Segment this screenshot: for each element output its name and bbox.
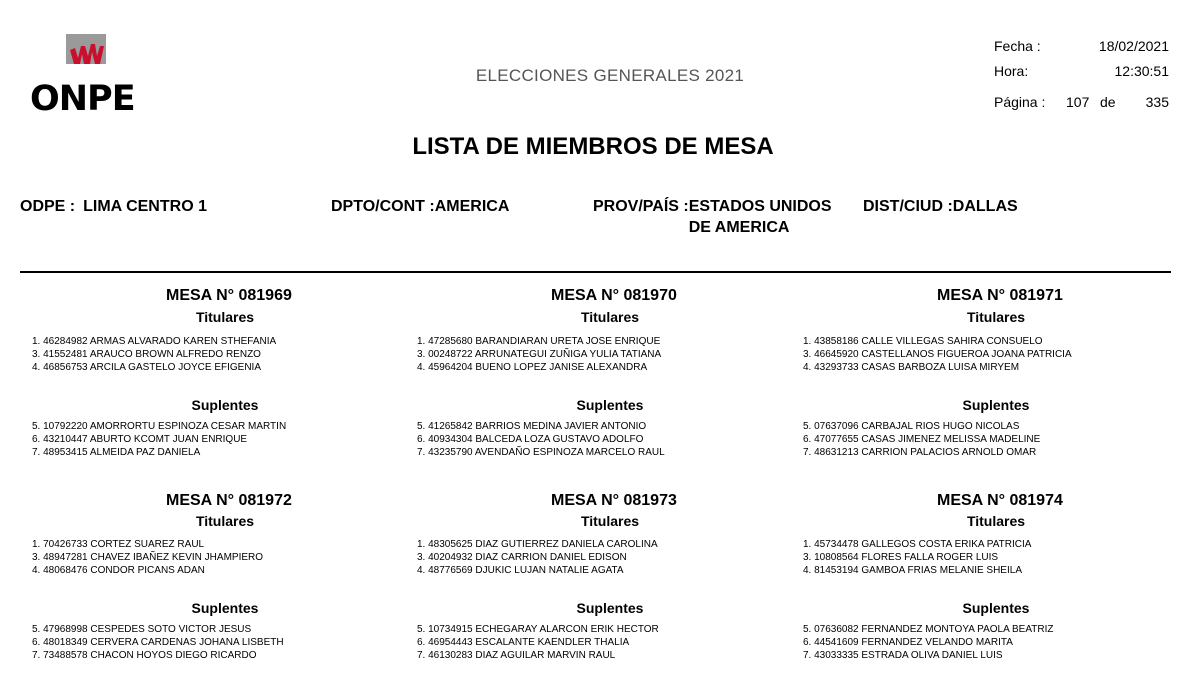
onpe-logo: [30, 34, 150, 118]
hora-row: [994, 63, 1169, 88]
list-item: 1. 47285680 BARANDIARAN URETA JOSE ENRIQUE: [417, 336, 661, 347]
dist-value: DALLAS: [952, 198, 1018, 215]
list-item: 3. 41552481 ARAUCO BROWN ALFREDO RENZO: [32, 349, 261, 360]
list-item: 4. 46856753 ARCILA GASTELO JOYCE EFIGENIA: [32, 362, 261, 373]
list-item: 3. 40204932 DIAZ CARRION DANIEL EDISON: [417, 552, 627, 563]
mesa-title: MESA N° 081973: [551, 492, 677, 509]
list-item: 3. 00248722 ARRUNATEGUI ZUÑIGA YULIA TATIANA: [417, 349, 662, 360]
odpe-value: LIMA CENTRO 1: [83, 198, 207, 215]
list-item: 7. 43235790 AVENDAÑO ESPINOZA MARCELO RAUL: [417, 447, 665, 458]
suplentes-list: [803, 623, 1053, 662]
suplentes-heading: Suplentes: [191, 397, 259, 413]
list-item: 6. 43210447 ABURTO KCOMT JUAN ENRIQUE: [32, 434, 248, 445]
pagina-total: 335: [1145, 94, 1169, 110]
titulares-list: [803, 538, 1031, 577]
titulares-list: [32, 538, 263, 577]
list-item: 7. 48953415 ALMEIDA PAZ DANIELA: [32, 447, 201, 458]
titulares-list: [417, 335, 661, 374]
titulares-heading: Titulares: [580, 513, 640, 529]
titulares-heading: Titulares: [195, 309, 255, 325]
list-item: 5. 47968998 CESPEDES SOTO VICTOR JESUS: [32, 624, 252, 635]
suplentes-heading: Suplentes: [962, 397, 1030, 413]
mesa-title: MESA N° 081974: [937, 492, 1063, 509]
prov-label: PROV/PAÍS :: [593, 198, 689, 215]
mesa-title: MESA N° 081971: [937, 287, 1063, 304]
hora-value: 12:30:51: [1114, 63, 1169, 79]
odpe-field: [20, 196, 207, 217]
list-item: 6. 44541609 FERNANDEZ VELANDO MARITA: [803, 637, 1013, 648]
suplentes-heading: Suplentes: [576, 397, 644, 413]
list-item: 7. 48631213 CARRION PALACIOS ARNOLD OMAR: [803, 447, 1037, 458]
list-item: 1. 48305625 DIAZ GUTIERREZ DANIELA CAROLINA: [417, 539, 658, 550]
list-item: 3. 48947281 CHAVEZ IBAÑEZ KEVIN JHAMPIERO: [32, 552, 264, 563]
list-item: 3. 10808564 FLORES FALLA ROGER LUIS: [803, 552, 999, 563]
dpto-label: DPTO/CONT :: [331, 198, 435, 215]
dpto-value: AMERICA: [434, 198, 510, 215]
titulares-list: [32, 335, 276, 374]
ballot-hand-icon: [64, 34, 110, 82]
suplentes-list: [32, 420, 286, 459]
list-item: 4. 48068476 CONDOR PICANS ADAN: [32, 565, 205, 576]
page-title: LISTA DE MIEMBROS DE MESA: [412, 133, 774, 160]
mesa-title: MESA N° 081969: [166, 287, 292, 304]
fecha-label: Fecha :: [994, 38, 1041, 54]
list-item: 3. 46645920 CASTELLANOS FIGUEROA JOANA PATRICIA: [803, 349, 1072, 360]
list-item: 5. 41265842 BARRIOS MEDINA JAVIER ANTONIO: [417, 421, 647, 432]
titulares-heading: Titulares: [580, 309, 640, 325]
list-item: 1. 45734478 GALLEGOS COSTA ERIKA PATRICIA: [803, 539, 1032, 550]
list-item: 4. 81453194 GAMBOA FRIAS MELANIE SHEILA: [803, 565, 1022, 576]
pagina-label: Página :: [994, 94, 1046, 110]
list-item: 4. 45964204 BUENO LOPEZ JANISE ALEXANDRA: [417, 362, 648, 373]
list-item: 4. 43293733 CASAS BARBOZA LUISA MIRYEM: [803, 362, 1020, 373]
document-meta: [994, 38, 1169, 119]
header-divider: [20, 271, 1171, 273]
prov-field: [593, 196, 849, 238]
list-item: 5. 07637096 CARBAJAL RIOS HUGO NICOLAS: [803, 421, 1020, 432]
list-item: 4. 48776569 DJUKIC LUJAN NATALIE AGATA: [417, 565, 624, 576]
list-item: 6. 46954443 ESCALANTE KAENDLER THALIA: [417, 637, 630, 648]
suplentes-heading: Suplentes: [962, 600, 1030, 616]
list-item: 7. 43033335 ESTRADA OLIVA DANIEL LUIS: [803, 650, 1003, 661]
dpto-field: [331, 196, 509, 217]
pagina-current: 107: [1066, 94, 1090, 110]
fecha-value: 18/02/2021: [1098, 38, 1169, 54]
list-item: 7. 73488578 CHACON HOYOS DIEGO RICARDO: [32, 650, 257, 661]
election-title: ELECCIONES GENERALES 2021: [475, 66, 745, 85]
titulares-list: [417, 538, 658, 577]
prov-value: ESTADOS UNIDOS DE AMERICA: [688, 198, 832, 236]
titulares-heading: Titulares: [966, 309, 1026, 325]
list-item: 1. 46284982 ARMAS ALVARADO KAREN STHEFANIA: [32, 336, 277, 347]
list-item: 1. 43858186 CALLE VILLEGAS SAHIRA CONSUELO: [803, 336, 1043, 347]
logo-text: ONPE: [30, 79, 135, 119]
suplentes-heading: Suplentes: [576, 600, 644, 616]
dist-label: DIST/CIUD :: [863, 198, 953, 215]
titulares-list: [803, 335, 1072, 374]
list-item: 6. 47077655 CASAS JIMENEZ MELISSA MADELINE: [803, 434, 1041, 445]
list-item: 5. 07636082 FERNANDEZ MONTOYA PAOLA BEATRIZ: [803, 624, 1054, 635]
mesa-title: MESA N° 081972: [166, 492, 292, 509]
list-item: 7. 46130283 DIAZ AGUILAR MARVIN RAUL: [417, 650, 616, 661]
suplentes-list: [32, 623, 284, 662]
list-item: 5. 10792220 AMORRORTU ESPINOZA CESAR MARTIN: [32, 421, 287, 432]
titulares-heading: Titulares: [195, 513, 255, 529]
fecha-row: [994, 38, 1169, 63]
suplentes-heading: Suplentes: [191, 600, 259, 616]
list-item: 5. 10734915 ECHEGARAY ALARCON ERIK HECTOR: [417, 624, 659, 635]
hora-label: Hora:: [994, 63, 1029, 79]
suplentes-list: [417, 623, 659, 662]
dist-field: [863, 196, 1018, 217]
suplentes-list: [417, 420, 665, 459]
suplentes-list: [803, 420, 1040, 459]
list-item: 6. 48018349 CERVERA CARDENAS JOHANA LISBETH: [32, 637, 284, 648]
list-item: 6. 40934304 BALCEDA LOZA GUSTAVO ADOLFO: [417, 434, 644, 445]
pagina-row: [994, 94, 1169, 119]
list-item: 1. 70426733 CORTEZ SUAREZ RAUL: [32, 539, 205, 550]
pagina-de: de: [1100, 94, 1116, 110]
odpe-label: ODPE :: [20, 198, 76, 215]
titulares-heading: Titulares: [966, 513, 1026, 529]
mesa-title: MESA N° 081970: [551, 287, 677, 304]
